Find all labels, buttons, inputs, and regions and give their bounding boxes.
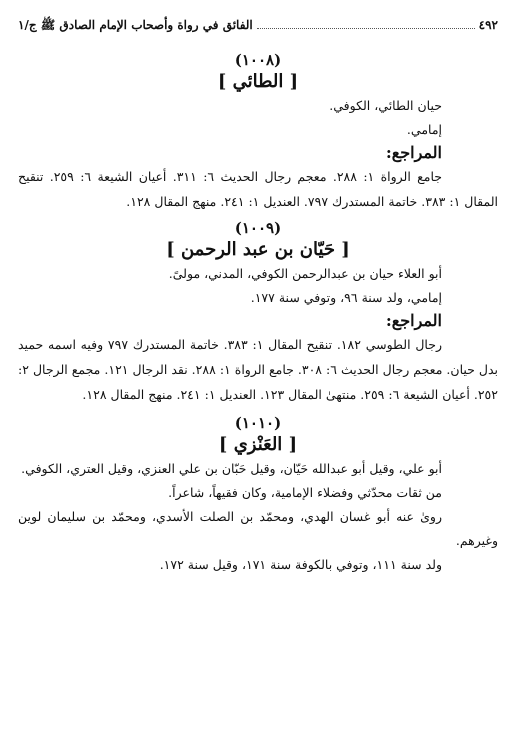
entry-number: (١٠٠٨) xyxy=(234,51,282,69)
entry-line: أبو العلاء حيان بن عبدالرحمن الكوفي، المدني، مولىً. xyxy=(168,266,442,281)
entry-title: [ العَنْزي ] xyxy=(218,434,298,455)
entry-line: من ثقات محدّثي وفضلاء الإمامية، وكان فقيهاً، شاعراً. xyxy=(168,485,442,500)
entry-number: (١٠٠٩) xyxy=(234,219,282,237)
refs-text: جامع الرواة ١: ٢٨٨. معجم رجال الحديث ٦: ٣١١. أعيان الشيعة ٦: ٢٥٩. تنقيح المقال ١: ٣٨٣. خاتمة المستدرك ٧٩٧. العنديل ١: ٢٤١. منهج المقال ١٢٨. xyxy=(18,169,498,209)
page-number: ٤٩٢ xyxy=(478,18,498,32)
entry-1008 xyxy=(18,50,498,214)
entry-line: ولد سنة ١١١، وتوفي بالكوفة سنة ١٧١، وقيل سنة ١٧٢. xyxy=(159,557,442,572)
entry-line: إمامي، ولد سنة ٩٦، وتوفي سنة ١٧٧. xyxy=(250,290,442,305)
entry-1010 xyxy=(18,413,498,577)
refs-text: رجال الطوسي ١٨٢. تنقيح المقال ١: ٣٨٣. خاتمة المستدرك ٧٩٧ وفيه اسمه حميد بدل حيان. معجم رجال الحديث ٦: ٣٠٨. جامع الرواة ١: ٢٨٨. نقد الرجال ١٢١. مجمع الرجال ٢: ٢٥٢. أعيان الشيعة ٦: ٢٥٩. منتهىٰ المقال ١٢٣. العنديل ١: ٢٤١. منهج المقال ١٢٨. xyxy=(18,337,498,402)
header-dots xyxy=(257,28,475,29)
entry-line: إمامي. xyxy=(406,122,442,137)
entry-line: حيان الطائي، الكوفي. xyxy=(329,98,442,113)
refs-heading: المراجع: xyxy=(385,143,442,162)
entry-title: [ حَيّان بن عبد الرحمن ] xyxy=(166,239,350,260)
page-header xyxy=(18,18,498,36)
refs-heading: المراجع: xyxy=(385,311,442,330)
entry-number: (١٠١٠) xyxy=(234,414,282,432)
book-title: الفائق في رواة وأصحاب الإمام الصادق ﷺ ج/١ xyxy=(18,18,253,32)
entry-title: [ الطائي ] xyxy=(217,71,299,92)
entry-1009 xyxy=(18,218,498,407)
entry-line: أبو علي، وقيل أبو عبدالله حَيّان، وقيل حَبّان بن علي العنزي، وقيل العتري، الكوفي. xyxy=(21,461,442,476)
entry-line: روىٰ عنه أبو غسان الهدي، ومحمّد بن الصلت الأسدي، ومحمّد بن سليمان لوين وغيرهم. xyxy=(18,509,498,548)
